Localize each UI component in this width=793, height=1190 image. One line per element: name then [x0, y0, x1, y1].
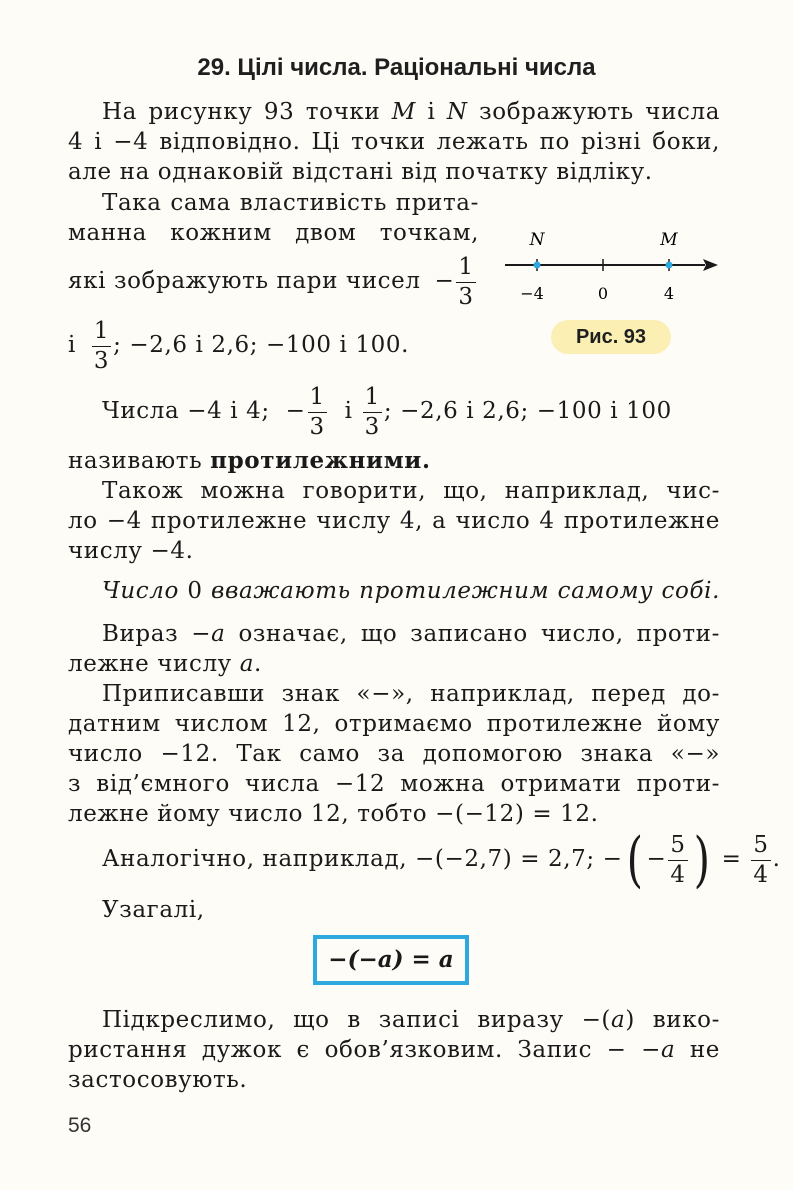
- para1-line2: 4 і −4 відповідно. Ці точки лежать по різні боки,: [68, 129, 720, 155]
- para10-line2: ристання дужок є обов’язковим. Запис − −a не: [68, 1037, 721, 1063]
- fraction-one-third: $\frac{1}{3}$: [458, 253, 474, 310]
- para2-line3: які зображують пари чисел − $\frac{1}{3}$: [68, 253, 474, 310]
- para10-line3: застосовують.: [68, 1067, 248, 1093]
- para1-line3: але на однаковій відстані від початку відліку.: [68, 159, 653, 185]
- fraction-five-quarters: $\frac{5}{4}$: [670, 831, 686, 888]
- para3-line1: Числа −4 і 4; − $\frac{1}{3}$ і $\frac{1}{3}$ ; −2,6 і 2,6; −100 і 100: [102, 383, 672, 440]
- fraction-five-quarters: $\frac{5}{4}$: [753, 831, 769, 888]
- para1-line1: На рисунку 93 точки M і N зображують числа: [102, 99, 721, 125]
- para7-line1: Приписавши знак «−», наприклад, перед до-: [102, 681, 720, 707]
- point-M: [666, 262, 673, 269]
- para2-line4: і $\frac{1}{3}$ ; −2,6 і 2,6; −100 і 100.: [68, 317, 410, 374]
- label-M: M: [660, 230, 678, 250]
- tick-label-zero: 0: [597, 284, 609, 303]
- point-N: [534, 262, 541, 269]
- para9: Узагалі,: [102, 897, 205, 923]
- para4-line2: ло −4 протилежне числу 4, а число 4 протилежне: [68, 508, 720, 534]
- para2-line1: Така сама властивість прита-: [102, 190, 479, 216]
- para10-line1: Підкреслимо, що в записі виразу −(a) вико-: [102, 1007, 720, 1033]
- para3-line2: називають протилежними.: [68, 447, 431, 474]
- para6-line1: Вираз −a означає, що записано число, проти-: [102, 621, 720, 647]
- para7-line3: число −12. Так само за допомогою знака «−»: [68, 741, 720, 767]
- para7-line4: з від’ємного числа −12 можна отримати проти-: [68, 771, 720, 797]
- para7-line5: лежне йому число 12, тобто −(−12) = 12.: [68, 801, 599, 827]
- para8-line1: Аналогічно, наприклад, −(−2,7) = 2,7; −( − $\frac{5}{4}$ ) = $\frac{5}{4}$ .: [102, 825, 781, 895]
- figure-caption: Рис. 93: [551, 320, 671, 354]
- label-N: N: [529, 230, 545, 250]
- para2-line2: манна кожним двом точкам,: [68, 220, 479, 246]
- para4-line3: числу −4.: [68, 538, 194, 564]
- term-opposite: протилежними: [210, 447, 422, 474]
- para7-line2: датним числом 12, отримаємо протилежне йому: [68, 711, 720, 737]
- number-line-arrow: [703, 259, 718, 271]
- fraction-one-third: $\frac{1}{3}$: [93, 317, 110, 374]
- para4-line1: Також можна говорити, що, наприклад, чис-: [102, 478, 720, 504]
- fraction-one-third: $\frac{1}{3}$: [309, 383, 325, 440]
- boxed-formula: −(−a) = a: [313, 935, 469, 985]
- number-line-figure: [500, 228, 725, 308]
- para6-line2: лежне числу a.: [68, 651, 262, 677]
- page-number: 56: [68, 1114, 92, 1137]
- tick-label-neg4: −4: [520, 284, 544, 303]
- para5-rule: Число 0 вважають протилежним самому собі.: [102, 578, 720, 604]
- tick-label-4: 4: [663, 284, 675, 303]
- section-title: 29. Цілі числа. Раціональні числа: [197, 54, 596, 81]
- fraction-one-third: $\frac{1}{3}$: [364, 383, 380, 440]
